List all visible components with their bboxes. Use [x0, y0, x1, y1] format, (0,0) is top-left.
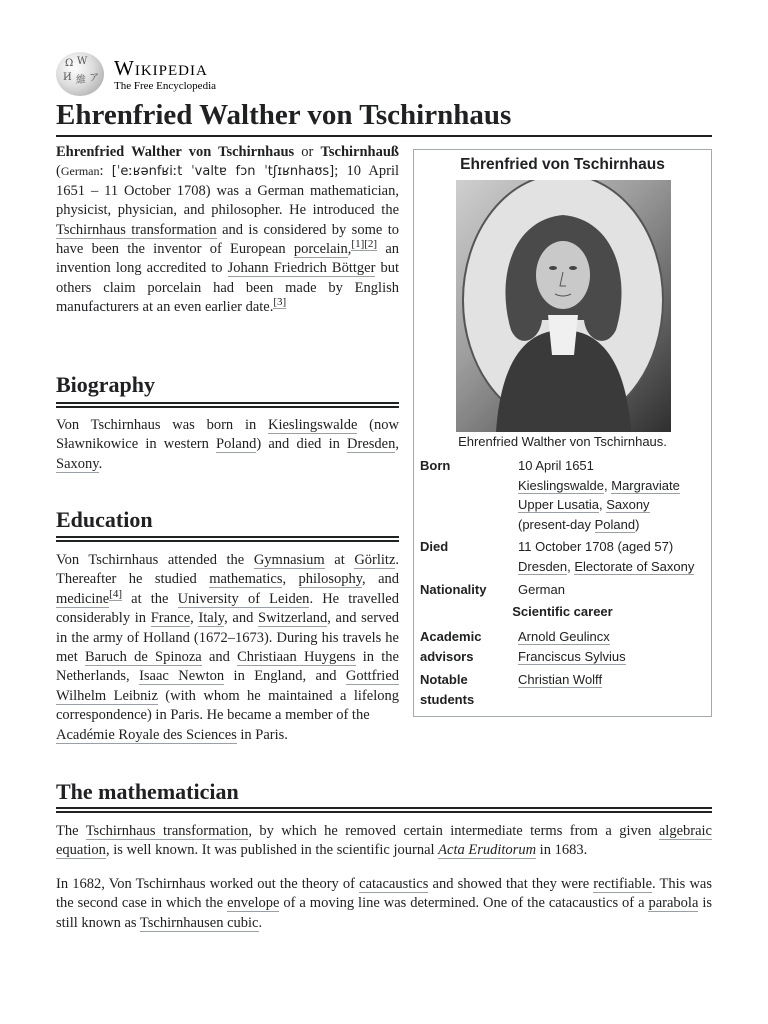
link-university-of-leiden[interactable]: University of Leiden: [177, 590, 310, 607]
infobox-section-header: Scientific career: [512, 604, 613, 619]
link-mathematics[interactable]: mathematics: [209, 571, 283, 588]
born-date: 10 April 1651: [518, 458, 594, 473]
text: , and: [224, 610, 258, 627]
ref-link[interactable]: [4]: [109, 587, 122, 600]
wordmark-title: Wikipedia: [114, 55, 208, 80]
text: in 1683.: [536, 842, 588, 859]
link-bottger[interactable]: Johann Friedrich Böttger: [227, 260, 376, 277]
heading-rule: [56, 807, 712, 813]
ipa-pronunciation[interactable]: [ˈeːʁənfʁiːt ˈvaltɐ fɔn ˈtʃɪʁnhaʊs]: [111, 164, 335, 180]
text: or: [294, 144, 321, 160]
text: in England, and: [224, 668, 346, 685]
ref-link[interactable]: [3]: [273, 296, 287, 309]
text: ; 10 April 1651 – 11 October 1708) was a German mathematician, physicist, physician, and philosopher. He introduced the: [56, 163, 400, 219]
link-academie-royale[interactable]: Académie Royale des Sciences: [56, 727, 237, 743]
infobox-label: Academic advisors: [420, 629, 482, 664]
text: but others claim porcelain had been made by English manufacturers at an even earlier date.: [56, 260, 399, 316]
text: (: [56, 163, 61, 180]
wikipedia-logo[interactable]: [56, 52, 216, 96]
globe-glyph: W: [77, 56, 88, 67]
link-kieslingswalde[interactable]: Kieslingswalde: [268, 417, 358, 433]
text: , is well known. It was published in the scientific journal: [105, 842, 439, 859]
link-parabola[interactable]: parabola: [648, 895, 699, 912]
link-saxony[interactable]: Saxony: [606, 497, 650, 512]
subject-name: Ehrenfried Walther von Tschirnhaus: [56, 144, 295, 160]
text: an invention long accredited to: [56, 241, 400, 277]
text: The: [56, 823, 86, 839]
infobox-label: Notable students: [420, 672, 475, 707]
wordmark: [114, 57, 216, 92]
text: of a moving line was determined. One of the catacaustics of a: [279, 895, 649, 912]
education-paragraph-end: [56, 726, 516, 745]
globe-glyph: ア: [89, 73, 99, 84]
link-acta-eruditorum[interactable]: Acta Eruditorum: [438, 842, 537, 859]
link-margraviate-upper-lusatia[interactable]: Margraviate Upper Lusatia: [518, 477, 680, 512]
infobox-label: Died: [420, 539, 449, 554]
link-saxony[interactable]: Saxony: [56, 455, 99, 472]
link-catacaustics[interactable]: catacaustics: [359, 876, 429, 892]
link-rectifiable[interactable]: rectifiable: [593, 876, 653, 892]
link-electorate-of-saxony[interactable]: Electorate of Saxony: [574, 558, 695, 574]
heading-rule: [56, 402, 399, 408]
text: ,: [598, 497, 607, 512]
infobox-caption: Ehrenfried Walther von Tschirnhaus.: [458, 434, 667, 449]
link-switzerland[interactable]: Switzerland: [258, 610, 328, 627]
infobox-title: Ehrenfried von Tschirnhaus: [460, 156, 665, 173]
infobox-value: [518, 670, 710, 690]
text: . He travelled considerably in: [56, 590, 399, 627]
link-huygens[interactable]: Christiaan Huygens: [237, 649, 356, 666]
infobox-value: German: [518, 582, 565, 597]
text: in Paris.: [236, 727, 288, 743]
link-italy[interactable]: Italy: [198, 610, 225, 627]
link-envelope[interactable]: envelope: [227, 895, 280, 912]
text: ) and died in: [256, 436, 348, 453]
text: and is considered by some to have been the inventor of European: [56, 221, 399, 258]
link-newton[interactable]: Isaac Newton: [139, 668, 225, 685]
infobox-value: [518, 627, 710, 666]
text: :: [99, 163, 112, 180]
link-gorlitz[interactable]: Görlitz: [354, 552, 396, 568]
link-medicine[interactable]: medicine: [56, 590, 110, 607]
heading-rule: [56, 536, 399, 542]
infobox-value: [518, 537, 710, 576]
link-poland[interactable]: Poland: [216, 436, 257, 453]
link-porcelain[interactable]: porcelain: [293, 241, 348, 258]
text: ): [635, 516, 640, 532]
ref-link[interactable]: [2]: [364, 238, 378, 251]
link-christian-wolff[interactable]: Christian Wolff: [518, 672, 603, 687]
text: (now Sławnikowice in western: [56, 417, 399, 453]
portrait-engraving: [456, 180, 671, 432]
globe-glyph: И: [63, 72, 72, 83]
text: in the Netherlands,: [56, 649, 399, 685]
link-tschirnhausen-cubic[interactable]: Tschirnhausen cubic: [139, 914, 259, 931]
ref-link[interactable]: [1]: [351, 238, 365, 251]
text: , and: [362, 571, 399, 588]
link-kieslingswalde[interactable]: Kieslingswalde: [518, 477, 604, 493]
text: and: [201, 649, 238, 666]
subject-alt-name: Tschirnhauß: [320, 144, 399, 160]
text: at the: [121, 590, 178, 607]
link-arnold-geulincx[interactable]: Arnold Geulincx: [518, 629, 610, 644]
globe-glyph: Ω: [65, 58, 74, 69]
link-spinoza[interactable]: Baruch de Spinoza: [84, 649, 202, 666]
text: and showed that they were: [428, 876, 594, 892]
language-label: German: [60, 164, 100, 179]
link-dresden[interactable]: Dresden: [518, 558, 568, 574]
text: ,: [604, 477, 612, 493]
link-tschirnhaus-transformation[interactable]: Tschirnhaus transformation: [85, 823, 249, 839]
text: at: [324, 552, 355, 568]
text: ,: [395, 436, 399, 453]
heading-the-mathematician: The mathematician: [56, 779, 239, 804]
link-leibniz[interactable]: Gottfried Wilhelm Leibniz: [56, 668, 399, 704]
heading-biography: Biography: [56, 372, 156, 397]
text: ,: [190, 610, 199, 627]
text: In 1682, Von Tschirnhaus worked out the theory of: [56, 876, 360, 892]
text: .: [258, 914, 263, 931]
mathematician-paragraph-1: [56, 822, 712, 861]
text: , by which he removed certain intermediate terms from a given: [248, 823, 659, 839]
infobox: [413, 149, 712, 717]
link-algebraic-equation[interactable]: algebraic equation: [56, 823, 712, 859]
infobox-label: Nationality: [420, 582, 487, 597]
text: Von Tschirnhaus attended the: [56, 552, 254, 568]
text: .: [98, 455, 103, 472]
link-poland[interactable]: Poland: [594, 516, 636, 532]
biography-paragraph: [56, 416, 399, 474]
text: . This was the second case in which the: [56, 876, 712, 912]
link-dresden[interactable]: Dresden: [347, 436, 396, 453]
wordmark-tagline: The Free Encyclopedia: [114, 79, 217, 92]
text: ,: [567, 558, 575, 574]
heading-education: Education: [56, 507, 153, 532]
link-tschirnhaus-transformation[interactable]: Tschirnhaus transformation: [56, 221, 217, 238]
education-paragraph-top: [56, 551, 399, 726]
text: is still known as: [56, 895, 713, 931]
text: . Thereafter he studied: [56, 552, 399, 588]
portrait-image[interactable]: [456, 180, 671, 432]
link-france[interactable]: France: [150, 610, 191, 627]
text: (with whom he maintained a lifelong correspondence) in Paris. He became a member of the: [56, 687, 399, 724]
page-title: Ehrenfried Walther von Tschirnhaus: [56, 96, 712, 137]
infobox-label: Born: [420, 458, 451, 473]
wikipedia-globe-icon: [56, 52, 104, 96]
text: , and served in the army of Holland (1672–1673). During his travels he met: [56, 610, 399, 666]
link-franciscus-sylvius[interactable]: Franciscus Sylvius: [518, 648, 626, 664]
link-philosophy[interactable]: philosophy: [298, 571, 363, 588]
link-gymnasium[interactable]: Gymnasium: [253, 552, 325, 568]
text: Von Tschirnhaus was born in: [56, 417, 268, 433]
mathematician-paragraph-2: [56, 875, 712, 933]
globe-glyph: 維: [76, 75, 86, 86]
text: (present-day: [518, 516, 595, 532]
lead-paragraph: Ehrenfried Walther von Tschirnhaus or Tschirnhauß (German: [ˈeːʁənfʁiːt ˈvaltɐ fɔn ˈtʃɪʁnhaʊs]; 10 April 1651 – 11 October 1708) was a German mathematician, physicist, physician, and philosopher. He introduced the Tschirnhaus transformation and is considered by some to have been the inventor of European porcelain,[1][2] an invention long accredited to Johann Friedrich Böttger but others claim porcelain had been made by English manufacturers at an even earlier date.[3]: [56, 144, 400, 316]
text: ,: [282, 571, 299, 588]
died-date: 11 October 1708 (aged 57): [518, 539, 674, 554]
infobox-value: [518, 456, 710, 534]
